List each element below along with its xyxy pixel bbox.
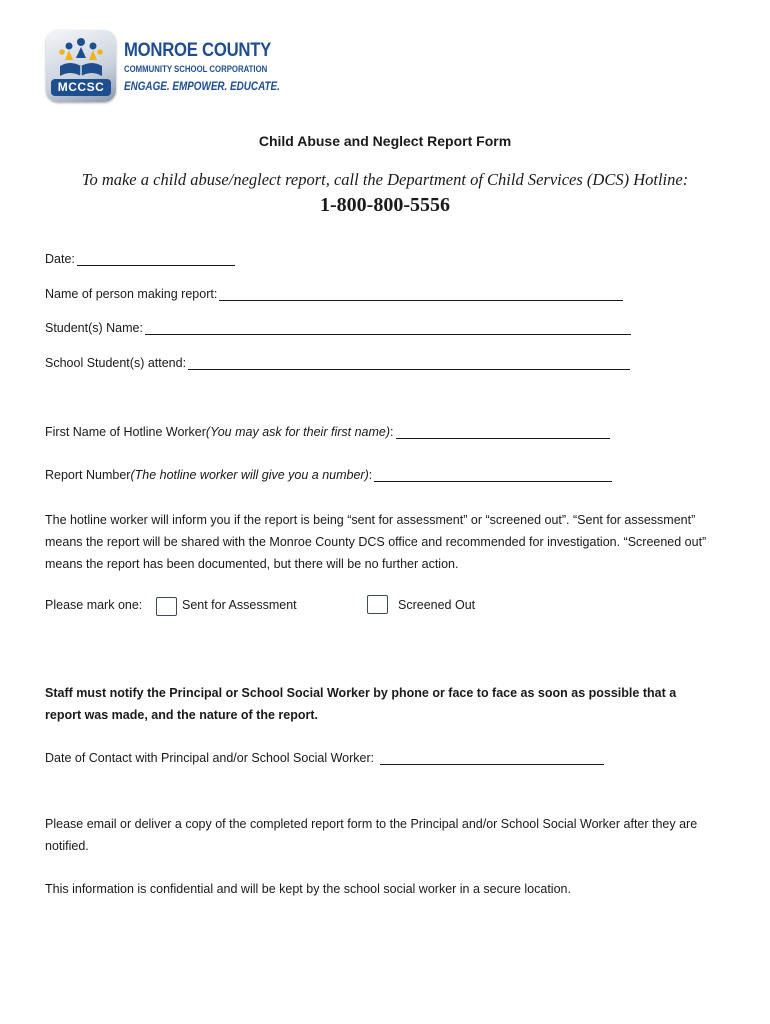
date-label: Date:: [45, 252, 75, 266]
form-title: Child Abuse and Neglect Report Form: [258, 133, 512, 149]
mark-one-prompt: Please mark one:: [45, 598, 143, 612]
hotline-worker-note: (You may ask for their first name): [205, 425, 391, 439]
report-number-note: (The hotline worker will give you a number): [130, 468, 369, 482]
student-names-field: [45, 321, 631, 335]
hotline-worker-field: [45, 425, 610, 439]
reporter-name-input-line[interactable]: [219, 287, 623, 301]
logo-abbreviation: MCCSC: [51, 79, 111, 96]
school-field: [45, 356, 630, 370]
hotline-worker-input-line[interactable]: [396, 425, 610, 439]
hotline-worker-colon: :: [390, 425, 394, 439]
delivery-instructions: Please email or deliver a copy of the completed report form to the Principal and/or School Social Worker after they are notified.: [45, 817, 698, 853]
contact-date-input-line[interactable]: [380, 751, 604, 765]
assessment-explanation: The hotline worker will inform you if the report is being “sent for assessment” or “screened out”. “Sent for assessment” means the report will be shared with the Monroe County DCS office and recommended for investigation. “Screened out” means the report has been documented, but there will be no further action.: [45, 513, 707, 571]
school-input-line[interactable]: [188, 356, 630, 370]
district-logo-badge: [46, 30, 116, 102]
confidentiality-statement: This information is confidential and will be kept by the school social worker in a secure location.: [45, 882, 571, 896]
report-number-input-line[interactable]: [374, 468, 612, 482]
reporter-name-field: [45, 287, 623, 301]
reporter-name-label: Name of person making report:: [45, 287, 218, 301]
hotline-instructions: To make a child abuse/neglect report, call the Department of Child Services (DCS) Hotline:: [81, 170, 689, 189]
hotline-worker-label: First Name of Hotline Worker: [45, 425, 206, 439]
logo-tagline: ENGAGE. EMPOWER. EDUCATE.: [124, 81, 280, 93]
date-field: [45, 252, 235, 266]
report-number-label: Report Number: [45, 468, 131, 482]
sent-for-assessment-label: Sent for Assessment: [182, 598, 297, 612]
contact-date-label: Date of Contact with Principal and/or School Social Worker:: [45, 751, 375, 765]
student-names-input-line[interactable]: [145, 321, 631, 335]
screened-out-label: Screened Out: [398, 598, 476, 612]
hotline-number: 1-800-800-5556: [320, 194, 450, 216]
logo-district-name: MONROE COUNTY: [124, 40, 272, 61]
student-names-label: Student(s) Name:: [45, 321, 143, 335]
logo-subtitle: COMMUNITY SCHOOL CORPORATION: [124, 64, 268, 75]
students-book-icon: [56, 36, 106, 80]
report-number-colon: :: [368, 468, 373, 482]
date-input-line[interactable]: [77, 252, 235, 266]
contact-date-field: [45, 751, 604, 765]
staff-notification-notice: Staff must notify the Principal or School Social Worker by phone or face to face as soon as possible that a report was made, and the nature of the report.: [45, 686, 677, 722]
report-number-field: [45, 468, 612, 482]
sent-for-assessment-checkbox[interactable]: [156, 597, 177, 616]
screened-out-checkbox[interactable]: [367, 595, 388, 614]
school-label: School Student(s) attend:: [45, 356, 187, 370]
